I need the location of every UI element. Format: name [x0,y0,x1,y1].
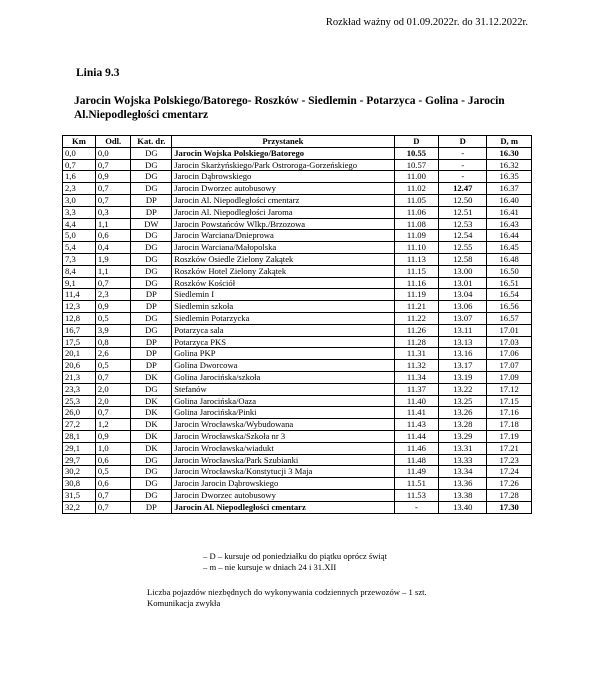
cell-d2: 13.01 [439,277,487,289]
table-header-row [63,136,532,148]
cell-km: 9,1 [63,277,96,289]
cell-d3: 17.23 [487,454,532,466]
cell-stop: Jarocin Dworzec autobusowy [172,489,394,501]
cell-odl: 2,3 [95,289,131,301]
cell-d3: 17.12 [487,383,532,395]
cell-stop: Siedlemin Potarzycka [172,312,394,324]
cell-d1: 11.34 [394,371,439,383]
cell-stop: Jarocin Wrocławska/Wybudowana [172,419,394,431]
cell-d1: 11.08 [394,218,439,230]
cell-d2: 13.22 [439,383,487,395]
table-row [63,147,532,159]
cell-kat: DG [131,466,172,478]
cell-kat: DG [131,312,172,324]
cell-stop: Golina Jarocińska/Oaza [172,395,394,407]
cell-stop: Roszków Hotel Zielony Zakątek [172,265,394,277]
cell-kat: DK [131,442,172,454]
header-d1: D [394,136,439,148]
cell-km: 32,2 [63,501,96,513]
cell-d2: 13.40 [439,501,487,513]
table-row [63,277,532,289]
cell-d2: 12.50 [439,194,487,206]
cell-km: 29,1 [63,442,96,454]
cell-kat: DK [131,430,172,442]
cell-km: 30,8 [63,478,96,490]
cell-stop: Jarocin Dąbrowskiego [172,171,394,183]
legend-item: – m – nie kursuje w dniach 24 i 31.XII [203,562,337,572]
cell-km: 3,0 [63,194,96,206]
cell-stop: Jarocin Warciana/Małopolska [172,242,394,254]
table-row [63,395,532,407]
header-odl: Odl. [95,136,131,148]
cell-km: 20,6 [63,360,96,372]
cell-kat: DG [131,454,172,466]
cell-odl: 0,6 [95,230,131,242]
cell-d2: 13.33 [439,454,487,466]
cell-d3: 17.19 [487,430,532,442]
cell-odl: 0,7 [95,407,131,419]
cell-odl: 1,1 [95,265,131,277]
cell-d1: 11.28 [394,336,439,348]
cell-d1: 11.53 [394,489,439,501]
cell-d3: 17.03 [487,336,532,348]
cell-km: 27,2 [63,419,96,431]
cell-stop: Jarocin Wrocławska/wiadukt [172,442,394,454]
cell-d2: 12.58 [439,253,487,265]
cell-km: 8,4 [63,265,96,277]
cell-d3: 16.32 [487,159,532,171]
header-km: Km [63,136,96,148]
cell-d3: 17.28 [487,489,532,501]
table-row [63,348,532,360]
table-row [63,218,532,230]
cell-kat: DK [131,419,172,431]
cell-kat: DG [131,265,172,277]
cell-km: 20,1 [63,348,96,360]
cell-d2: 13.31 [439,442,487,454]
cell-odl: 0,7 [95,159,131,171]
cell-km: 17,5 [63,336,96,348]
table-row [63,336,532,348]
cell-d2: 13.38 [439,489,487,501]
cell-kat: DG [131,489,172,501]
cell-kat: DW [131,218,172,230]
table-row [63,454,532,466]
cell-d2: 12.53 [439,218,487,230]
table-row [63,183,532,195]
cell-d2: - [439,171,487,183]
cell-stop: Jarocin Al. Niepodległości Jaroma [172,206,394,218]
cell-stop: Stefanów [172,383,394,395]
cell-kat: DG [131,242,172,254]
cell-d3: 16.40 [487,194,532,206]
cell-kat: DG [131,183,172,195]
table-row [63,171,532,183]
cell-d1: 11.32 [394,360,439,372]
cell-km: 5,0 [63,230,96,242]
cell-d3: 17.15 [487,395,532,407]
cell-d1: - [394,501,439,513]
cell-km: 3,3 [63,206,96,218]
cell-d2: 13.16 [439,348,487,360]
cell-d2: - [439,147,487,159]
cell-d3: 17.07 [487,360,532,372]
cell-km: 11,4 [63,289,96,301]
cell-d3: 17.16 [487,407,532,419]
cell-odl: 0,3 [95,206,131,218]
table-row [63,478,532,490]
cell-stop: Jarocin Dworzec autobusowy [172,183,394,195]
cell-odl: 0,9 [95,430,131,442]
cell-kat: DG [131,159,172,171]
cell-d3: 16.44 [487,230,532,242]
cell-km: 25,3 [63,395,96,407]
cell-km: 5,4 [63,242,96,254]
cell-stop: Roszków Osiedle Zielony Zakątek [172,253,394,265]
cell-odl: 1,0 [95,442,131,454]
cell-stop: Jarocin Wrocławska/Szkoła nr 3 [172,430,394,442]
cell-odl: 0,7 [95,489,131,501]
cell-odl: 2,0 [95,395,131,407]
cell-kat: DP [131,206,172,218]
table-row [63,159,532,171]
cell-d2: 13.19 [439,371,487,383]
cell-d1: 11.46 [394,442,439,454]
table-row [63,442,532,454]
cell-stop: Jarocin Powstańców Wlkp./Brzozowa [172,218,394,230]
cell-kat: DG [131,478,172,490]
table-row [63,301,532,313]
cell-km: 1,6 [63,171,96,183]
table-row [63,466,532,478]
cell-stop: Jarocin Warciana/Dnieprowa [172,230,394,242]
cell-kat: DG [131,171,172,183]
table-row [63,289,532,301]
table-row [63,489,532,501]
cell-d3: 16.57 [487,312,532,324]
table-row [63,430,532,442]
cell-odl: 2,6 [95,348,131,360]
cell-kat: DG [131,147,172,159]
table-row [63,206,532,218]
cell-odl: 0,6 [95,454,131,466]
footer-notes [147,587,427,609]
cell-d1: 11.10 [394,242,439,254]
cell-stop: Golina Jarocińska/szkoła [172,371,394,383]
cell-d2: 13.00 [439,265,487,277]
cell-km: 28,1 [63,430,96,442]
cell-d2: - [439,159,487,171]
table-row [63,360,532,372]
cell-stop: Potarzyca PKS [172,336,394,348]
cell-odl: 0,0 [95,147,131,159]
cell-d3: 16.35 [487,171,532,183]
cell-d3: 16.41 [487,206,532,218]
cell-d3: 17.30 [487,501,532,513]
cell-kat: DG [131,253,172,265]
legend-item: – D – kursuje od poniedziałku do piątku oprócz świąt [203,551,388,561]
cell-odl: 0,5 [95,466,131,478]
header-d3: D, m [487,136,532,148]
cell-stop: Potarzyca sala [172,324,394,336]
cell-d2: 12.51 [439,206,487,218]
table-row [63,383,532,395]
table-row [63,501,532,513]
cell-d1: 11.15 [394,265,439,277]
cell-odl: 0,7 [95,371,131,383]
cell-kat: DP [131,289,172,301]
cell-d1: 11.43 [394,419,439,431]
table-row [63,312,532,324]
cell-d1: 11.22 [394,312,439,324]
cell-d3: 16.50 [487,265,532,277]
cell-stop: Roszków Kościół [172,277,394,289]
cell-kat: DP [131,360,172,372]
cell-d1: 11.44 [394,430,439,442]
cell-odl: 1,2 [95,419,131,431]
cell-d2: 12.55 [439,242,487,254]
cell-d1: 11.02 [394,183,439,195]
cell-d1: 11.37 [394,383,439,395]
cell-d3: 16.48 [487,253,532,265]
cell-odl: 0,7 [95,194,131,206]
cell-d1: 11.13 [394,253,439,265]
cell-km: 7,3 [63,253,96,265]
cell-d1: 11.49 [394,466,439,478]
cell-stop: Siedlemin szkoła [172,301,394,313]
cell-d1: 11.51 [394,478,439,490]
cell-kat: DP [131,348,172,360]
table-row [63,419,532,431]
timetable [62,135,532,514]
cell-km: 0,0 [63,147,96,159]
cell-d3: 16.56 [487,301,532,313]
cell-d1: 11.19 [394,289,439,301]
line-number: Linia 9.3 [76,67,120,79]
cell-stop: Jarocin Wrocławska/Park Szubianki [172,454,394,466]
table-row [63,230,532,242]
service-type: Komunikacja zwykła [147,598,221,608]
cell-kat: DP [131,301,172,313]
cell-odl: 0,5 [95,312,131,324]
cell-d1: 11.21 [394,301,439,313]
cell-odl: 0,7 [95,183,131,195]
cell-d1: 11.16 [394,277,439,289]
cell-d3: 16.37 [487,183,532,195]
cell-d1: 11.41 [394,407,439,419]
header-stop: Przystanek [172,136,394,148]
cell-d3: 17.21 [487,442,532,454]
table-row [63,407,532,419]
table-row [63,253,532,265]
cell-d3: 17.24 [487,466,532,478]
cell-odl: 0,7 [95,277,131,289]
cell-d2: 12.47 [439,183,487,195]
cell-d3: 16.43 [487,218,532,230]
cell-kat: DP [131,194,172,206]
cell-km: 30,2 [63,466,96,478]
cell-d3: 17.26 [487,478,532,490]
cell-d1: 11.31 [394,348,439,360]
cell-kat: DK [131,407,172,419]
cell-d1: 11.05 [394,194,439,206]
validity-period: Rozkład ważny od 01.09.2022r. do 31.12.2022r. [325,17,528,28]
cell-d3: 17.09 [487,371,532,383]
header-kat: Kat. dr. [131,136,172,148]
route-title: Jarocin Wojska Polskiego/Batorego- Roszków - Siedlemin - Potarzyca - Golina - Jarocin Al.Niepodległości cmentarz [74,95,505,121]
cell-stop: Golina Dworcowa [172,360,394,372]
cell-d1: 10.57 [394,159,439,171]
cell-d1: 11.26 [394,324,439,336]
cell-stop: Golina PKP [172,348,394,360]
cell-km: 4,4 [63,218,96,230]
cell-d3: 16.30 [487,147,532,159]
cell-odl: 1,1 [95,218,131,230]
cell-d3: 16.45 [487,242,532,254]
cell-kat: DK [131,395,172,407]
cell-km: 12,8 [63,312,96,324]
cell-d1: 11.09 [394,230,439,242]
table-row [63,242,532,254]
cell-stop: Jarocin Wrocławska/Konstytucji 3 Maja [172,466,394,478]
cell-kat: DG [131,277,172,289]
cell-km: 23,3 [63,383,96,395]
cell-km: 21,3 [63,371,96,383]
cell-kat: DG [131,324,172,336]
cell-km: 2,3 [63,183,96,195]
table-row [63,324,532,336]
cell-odl: 0,9 [95,171,131,183]
cell-d1: 10.55 [394,147,439,159]
cell-d2: 13.25 [439,395,487,407]
cell-d1: 11.48 [394,454,439,466]
cell-kat: DG [131,230,172,242]
cell-stop: Jarocin Al. Niepodległości cmentarz [172,501,394,513]
cell-stop: Siedlemin I [172,289,394,301]
cell-km: 31,5 [63,489,96,501]
vehicles-note: Liczba pojazdów niezbędnych do wykonywania codziennych przewozów – 1 szt. [147,587,427,597]
cell-d2: 13.04 [439,289,487,301]
cell-d2: 13.34 [439,466,487,478]
cell-odl: 0,7 [95,501,131,513]
cell-km: 29,7 [63,454,96,466]
cell-odl: 0,9 [95,301,131,313]
cell-km: 12,3 [63,301,96,313]
cell-d1: 11.00 [394,171,439,183]
cell-d2: 13.06 [439,301,487,313]
cell-kat: DP [131,336,172,348]
table-row [63,265,532,277]
header-d2: D [439,136,487,148]
cell-d1: 11.40 [394,395,439,407]
cell-odl: 0,6 [95,478,131,490]
cell-d3: 17.01 [487,324,532,336]
cell-d2: 13.07 [439,312,487,324]
cell-km: 16,7 [63,324,96,336]
cell-stop: Jarocin Skarżyńskiego/Park Ostroroga-Gorzeńskiego [172,159,394,171]
cell-d2: 13.26 [439,407,487,419]
cell-odl: 0,8 [95,336,131,348]
cell-km: 26,0 [63,407,96,419]
cell-odl: 0,4 [95,242,131,254]
cell-kat: DG [131,383,172,395]
cell-kat: DK [131,371,172,383]
timetable-body [63,147,532,513]
cell-d2: 13.13 [439,336,487,348]
cell-d3: 16.51 [487,277,532,289]
cell-d2: 13.28 [439,419,487,431]
table-row [63,371,532,383]
cell-d1: 11.06 [394,206,439,218]
cell-d3: 17.18 [487,419,532,431]
cell-stop: Jarocin Jarocin Dąbrowskiego [172,478,394,490]
cell-odl: 1,9 [95,253,131,265]
cell-stop: Golina Jarocińska/Pinki [172,407,394,419]
cell-d2: 13.36 [439,478,487,490]
cell-d2: 13.11 [439,324,487,336]
cell-odl: 0,5 [95,360,131,372]
cell-d2: 13.17 [439,360,487,372]
cell-stop: Jarocin Wojska Polskiego/Batorego [172,147,394,159]
cell-d2: 12.54 [439,230,487,242]
cell-d2: 13.29 [439,430,487,442]
cell-stop: Jarocin Al. Niepodległości cmentarz [172,194,394,206]
table-row [63,194,532,206]
legend [203,551,387,573]
cell-d3: 16.54 [487,289,532,301]
cell-km: 0,7 [63,159,96,171]
cell-odl: 3,9 [95,324,131,336]
cell-odl: 2,0 [95,383,131,395]
cell-d3: 17.06 [487,348,532,360]
cell-kat: DP [131,501,172,513]
